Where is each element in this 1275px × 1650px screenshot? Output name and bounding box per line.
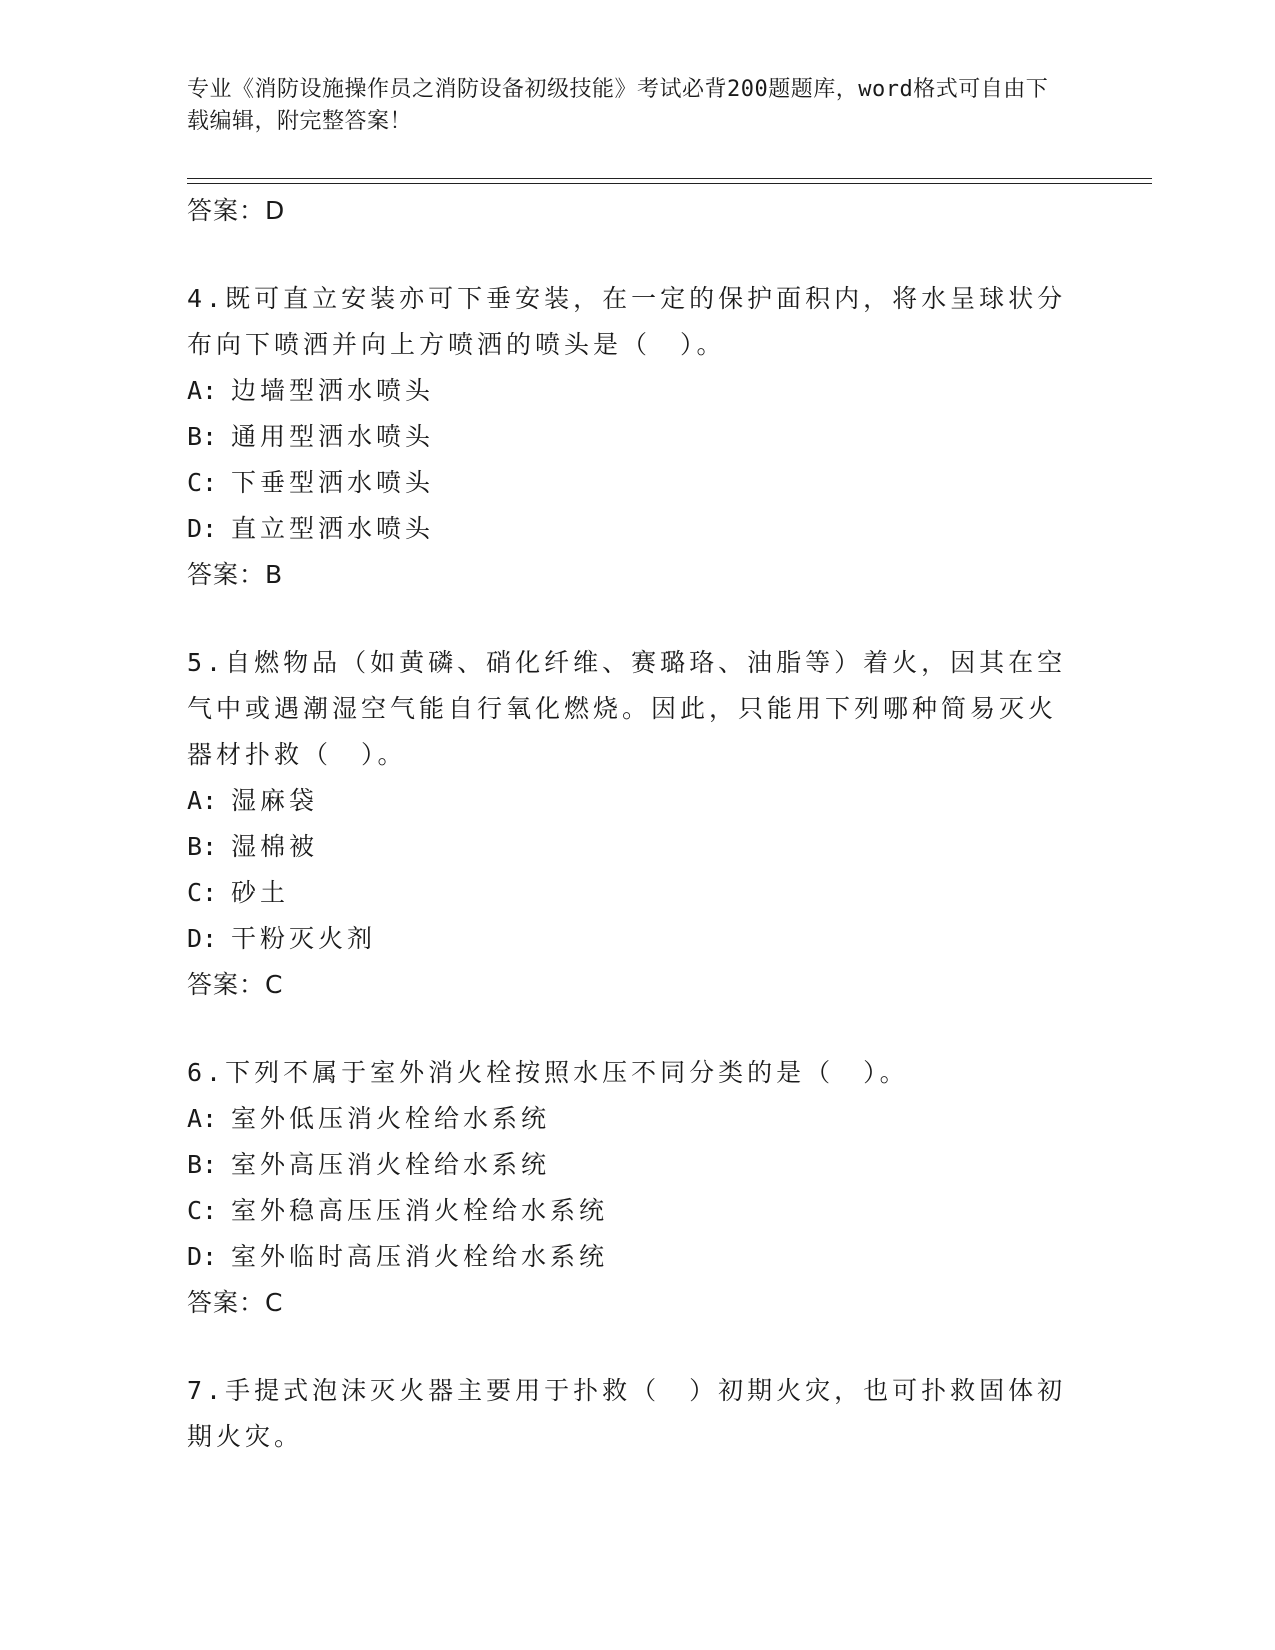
question-text: 6.下列不属于室外消火栓按照水压不同分类的是（ ）。	[187, 1058, 909, 1087]
option-letter: D:	[187, 924, 218, 953]
spacer	[187, 234, 1067, 276]
option-letter: C:	[187, 1196, 218, 1225]
option-letter: C:	[187, 878, 218, 907]
question-block	[187, 640, 1067, 1008]
option-b	[187, 1142, 1067, 1188]
option-letter: B:	[187, 422, 218, 451]
option-letter: B:	[187, 832, 218, 861]
option-text: 室外临时高压消火栓给水系统	[231, 1242, 609, 1271]
option-d	[187, 916, 1067, 962]
option-c	[187, 870, 1067, 916]
option-d	[187, 506, 1067, 552]
question-text: 4.既可直立安装亦可下垂安装，在一定的保护面积内，将水呈球状分布向下喷洒并向上方喷洒的喷头是（ ）。	[187, 284, 1067, 359]
answer-line: 答案：C	[187, 970, 284, 999]
option-c	[187, 1188, 1067, 1234]
option-text: 室外低压消火栓给水系统	[231, 1104, 551, 1133]
option-letter: B:	[187, 1150, 218, 1179]
option-letter: D:	[187, 514, 218, 543]
option-b	[187, 414, 1067, 460]
option-text: 室外稳高压压消火栓给水系统	[231, 1196, 609, 1225]
question-block	[187, 276, 1067, 598]
option-text: 下垂型洒水喷头	[231, 468, 435, 497]
option-d	[187, 1234, 1067, 1280]
question-text: 5.自燃物品（如黄磷、硝化纤维、赛璐珞、油脂等）着火，因其在空气中或遇潮湿空气能自行氧化燃烧。因此，只能用下列哪种简易灭火器材扑救（ ）。	[187, 648, 1067, 769]
option-a	[187, 778, 1067, 824]
answer-line: 答案：D	[187, 196, 286, 225]
option-text: 砂土	[231, 878, 290, 907]
option-b	[187, 824, 1067, 870]
answer-line: 答案：C	[187, 1288, 284, 1317]
option-text: 通用型洒水喷头	[231, 422, 435, 451]
question-block	[187, 1368, 1067, 1460]
option-letter: A:	[187, 376, 218, 405]
option-letter: C:	[187, 468, 218, 497]
option-a	[187, 368, 1067, 414]
option-a	[187, 1096, 1067, 1142]
option-text: 室外高压消火栓给水系统	[231, 1150, 551, 1179]
header-rule-thick	[187, 178, 1152, 179]
option-text: 湿麻袋	[231, 786, 319, 815]
question-block	[187, 1050, 1067, 1326]
option-letter: A:	[187, 786, 218, 815]
option-letter: D:	[187, 1242, 218, 1271]
spacer	[187, 1008, 1067, 1050]
option-text: 湿棉被	[231, 832, 319, 861]
page-header: 专业《消防设施操作员之消防设备初级技能》考试必背200题题库，word格式可自由下载编辑，附完整答案！	[187, 77, 1049, 134]
option-text: 干粉灭火剂	[231, 924, 377, 953]
option-text: 边墙型洒水喷头	[231, 376, 435, 405]
spacer	[187, 598, 1067, 640]
option-c	[187, 460, 1067, 506]
question-text: 7.手提式泡沫灭火器主要用于扑救（ ）初期火灾，也可扑救固体初期火灾。	[187, 1376, 1067, 1451]
header-rule-thin	[187, 183, 1152, 184]
answer-line: 答案：B	[187, 560, 284, 589]
option-letter: A:	[187, 1104, 218, 1133]
spacer	[187, 1326, 1067, 1368]
option-text: 直立型洒水喷头	[231, 514, 435, 543]
document-body	[187, 188, 1067, 1460]
